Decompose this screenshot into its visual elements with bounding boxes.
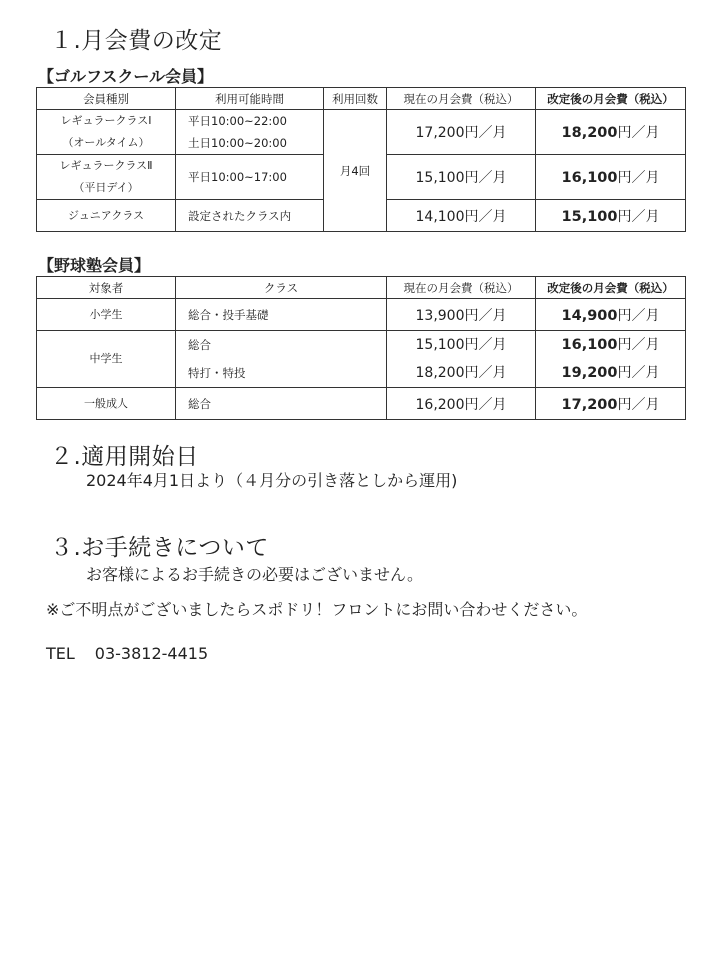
new-fee: 14,900円／月 [536,299,686,331]
contact-note: ※ご不明点がございましたらスポドリ！フロントにお問い合わせください。 [46,600,588,619]
header-usage-count: 利用回数 [324,88,387,110]
current-fee: 14,100円／月 [387,200,536,232]
member-type: レギュラークラスⅠ （オールタイム） [37,110,176,155]
section3-text: お客様によるお手続きの必要はございません。 [86,565,423,584]
header-new-fee: 改定後の月会費（税込） [536,277,686,299]
section2-text: 2024年4月1日より（４月分の引き落としから運用) [86,471,458,490]
table-row [37,331,686,388]
new-fee: 16,100円／月 19,200円／月 [536,331,686,388]
golf-header-row [37,88,686,110]
header-available-time: 利用可能時間 [176,88,324,110]
section1-title: １.月会費の改定 [50,28,223,54]
current-fee: 15,100円／月 [387,155,536,200]
header-new-fee: 改定後の月会費（税込） [536,88,686,110]
header-current-fee: 現在の月会費（税込） [387,88,536,110]
new-fee: 18,200円／月 [536,110,686,155]
current-fee: 16,200円／月 [387,388,536,420]
available-time: 平日10:00~22:00 土日10:00~20:00 [176,110,324,155]
new-fee: 16,100円／月 [536,155,686,200]
golf-heading: 【ゴルフスクール会員】 [38,67,214,86]
new-fee: 15,100円／月 [536,200,686,232]
class: 総合 [176,388,387,420]
target: 中学生 [37,331,176,388]
header-class: クラス [176,277,387,299]
tel-line [46,644,208,663]
header-member-type: 会員種別 [37,88,176,110]
baseball-heading: 【野球塾会員】 [38,256,151,275]
target: 一般成人 [37,388,176,420]
current-fee: 17,200円／月 [387,110,536,155]
header-current-fee: 現在の月会費（税込） [387,277,536,299]
class: 総合 特打・特投 [176,331,387,388]
new-fee: 17,200円／月 [536,388,686,420]
available-time: 平日10:00~17:00 [176,155,324,200]
table-row [37,110,686,155]
golf-fee-table [36,87,686,232]
tel-number: 03-3812-4415 [94,644,209,663]
usage-count: 月4回 [324,110,387,232]
table-row [37,388,686,420]
section3-title: ３.お手続きについて [50,535,269,561]
current-fee: 15,100円／月 18,200円／月 [387,331,536,388]
class: 総合・投手基礎 [176,299,387,331]
target: 小学生 [37,299,176,331]
tel-label: TEL [46,644,75,663]
baseball-fee-table [36,276,686,420]
member-type: ジュニアクラス [37,200,176,232]
section2-title: ２.適用開始日 [50,444,199,470]
table-row [37,299,686,331]
header-target: 対象者 [37,277,176,299]
available-time: 設定されたクラス内 [176,200,324,232]
baseball-header-row [37,277,686,299]
member-type: レギュラークラスⅡ （平日デイ） [37,155,176,200]
current-fee: 13,900円／月 [387,299,536,331]
